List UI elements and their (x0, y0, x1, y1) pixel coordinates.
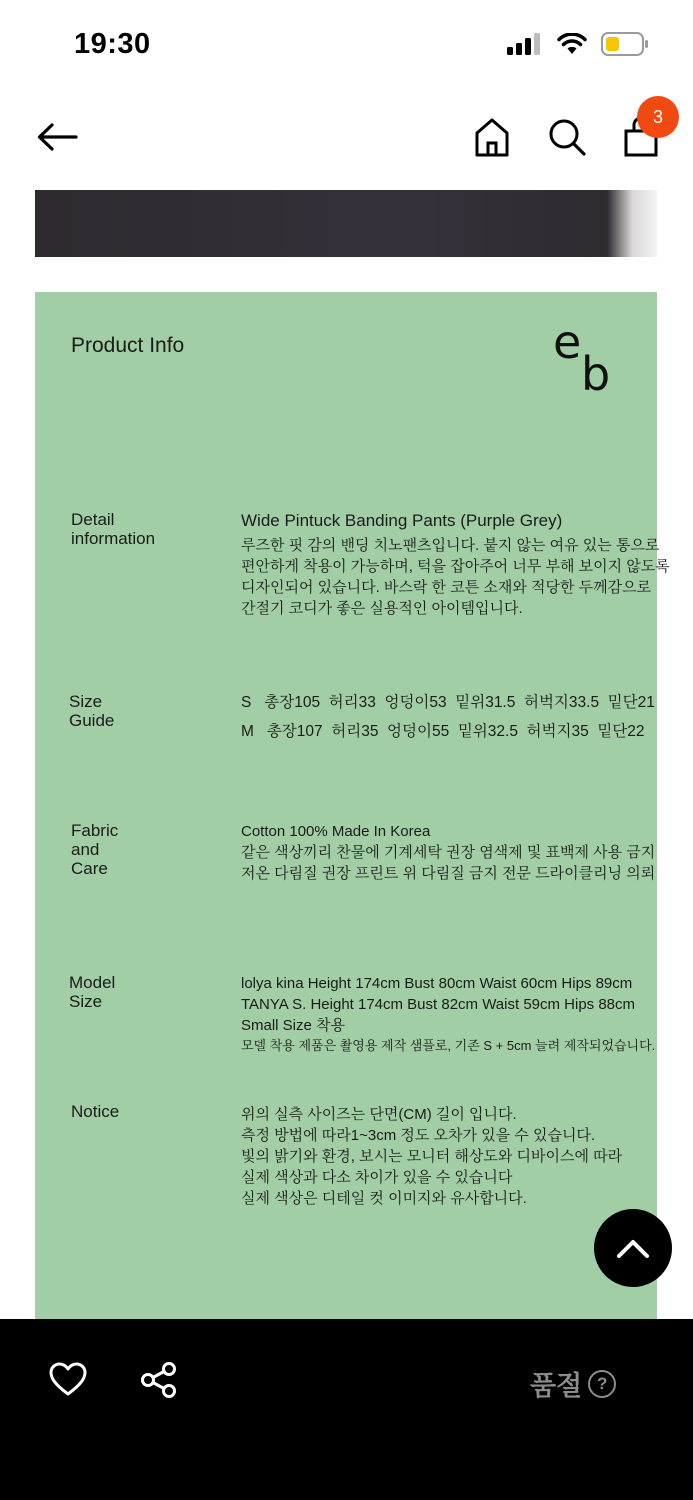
signal-icon (507, 33, 543, 55)
fabric-care-label: Fabric and Care (71, 821, 119, 878)
model-line: TANYA S. Height 174cm Bust 82cm Waist 59cm Hips 88cm (241, 996, 636, 1013)
arrow-left-icon (36, 122, 78, 152)
product-photo (35, 190, 657, 257)
model-note: 모델 착용 제품은 촬영용 제작 샘플로, 기존 S + 5cm 늘려 제작되었습니다. (241, 1038, 656, 1053)
soldout-status (530, 1364, 616, 1403)
detail-line: 루즈한 핏 감의 밴딩 치노팬츠입니다. 붙지 않는 여유 있는 통으로 (241, 537, 660, 554)
notice-body (241, 1104, 641, 1209)
size-row-m: M 총장107 허리35 엉덩이55 밑위32.5 허벅지35 밑단22 (241, 723, 645, 740)
like-button[interactable] (48, 1361, 88, 1397)
nav-bar (0, 95, 693, 180)
detail-line: 디자인되어 있습니다. 바스락 한 코튼 소재와 적당한 두께감으로 (241, 579, 652, 596)
product-name: Wide Pintuck Banding Pants (Purple Grey) (241, 511, 563, 530)
notice-line: 실제 색상과 다소 차이가 있을 수 있습니다 (241, 1169, 513, 1186)
battery-icon (601, 32, 649, 56)
home-icon (472, 115, 512, 159)
brand-logo-e: e (553, 322, 582, 369)
notice-label: Notice (71, 1102, 120, 1121)
model-size-label: Model Size (69, 973, 116, 1011)
chevron-up-icon (616, 1237, 650, 1259)
fabric-line: 같은 색상끼리 찬물에 기계세탁 권장 염색제 및 표백제 사용 금지 (241, 844, 656, 861)
share-button[interactable] (140, 1361, 178, 1399)
fabric-line: Cotton 100% Made In Korea (241, 823, 431, 840)
size-guide-body (241, 688, 655, 746)
detail-label: Detail information (71, 510, 156, 548)
status-bar (0, 0, 693, 90)
notice-line: 위의 실측 사이즈는 단면(CM) 길이 입니다. (241, 1106, 517, 1123)
back-button[interactable] (34, 117, 80, 157)
model-line: lolya kina Height 174cm Bust 80cm Waist 60cm Hips 89cm (241, 975, 633, 992)
cart-count-badge: 3 (637, 96, 679, 138)
product-info-title: Product Info (71, 334, 185, 357)
notice-line: 실제 색상은 디테일 컷 이미지와 유사합니다. (241, 1190, 527, 1207)
share-icon (140, 1361, 178, 1399)
notice-line: 빛의 밝기와 환경, 보시는 모니터 해상도와 디바이스에 따라 (241, 1148, 623, 1165)
detail-line: 편안하게 착용이 가능하며, 턱을 잡아주어 너무 부해 보이지 않도록 (241, 558, 670, 575)
heart-icon (48, 1361, 88, 1397)
size-row-s: S 총장105 허리33 엉덩이53 밑위31.5 허벅지33.5 밑단21 (241, 694, 655, 711)
model-size-body (241, 973, 656, 1056)
scroll-to-top-button[interactable] (594, 1209, 672, 1287)
fabric-care-body (241, 821, 656, 884)
model-line: Small Size 착용 (241, 1017, 346, 1034)
detail-line: 간절기 코디가 좋은 실용적인 아이템입니다. (241, 600, 523, 617)
brand-logo-b: b (581, 347, 611, 394)
search-button[interactable] (546, 115, 588, 159)
product-info-panel (35, 292, 670, 1322)
fabric-line: 저온 다림질 권장 프린트 위 다림질 금지 전문 드라이클리닝 의뢰 (241, 865, 656, 882)
size-guide-label: Size Guide (69, 692, 115, 730)
status-time: 19:30 (74, 28, 151, 60)
search-icon (546, 115, 588, 159)
status-icons (507, 32, 649, 56)
home-button[interactable] (472, 115, 512, 159)
brand-logo (551, 322, 621, 394)
notice-line: 측정 방법에 따라1~3cm 정도 오차가 있을 수 있습니다. (241, 1127, 596, 1144)
detail-body (241, 510, 670, 619)
help-icon[interactable]: ? (588, 1370, 616, 1398)
wifi-icon (557, 33, 587, 55)
soldout-label: 품절 (530, 1371, 583, 1401)
bottom-action-bar (0, 1319, 693, 1500)
